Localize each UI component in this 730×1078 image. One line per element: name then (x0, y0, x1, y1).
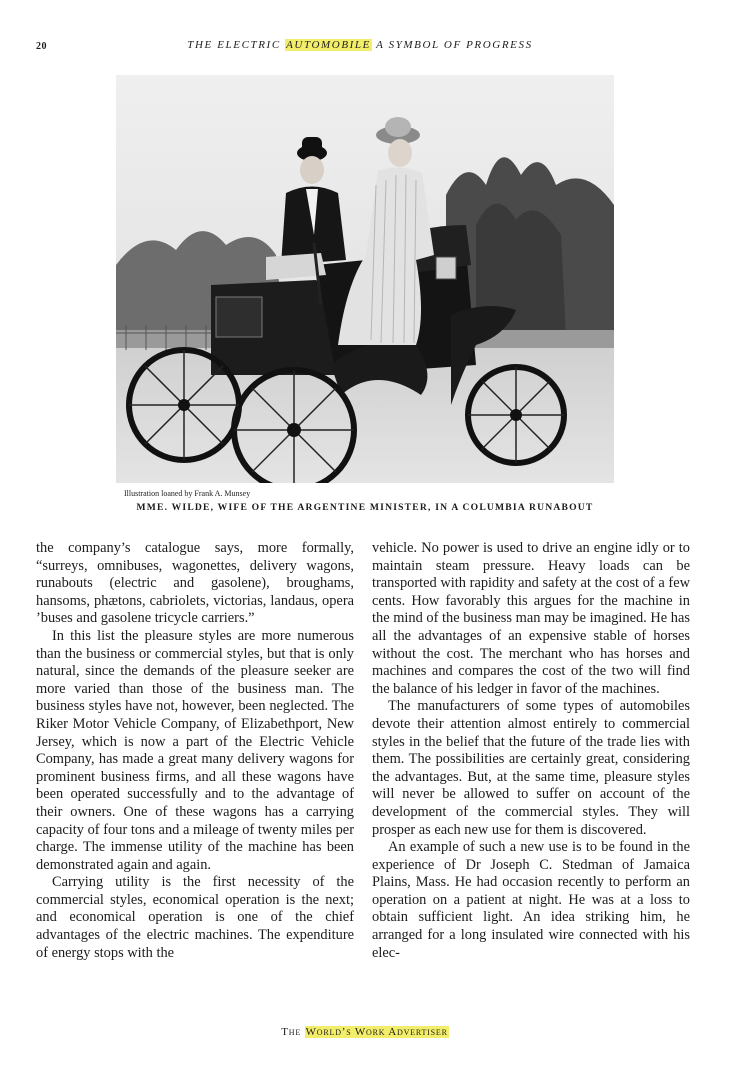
running-head-start: THE ELECTRIC (187, 39, 286, 51)
photograph (116, 75, 614, 483)
figure-caption: MME. WILDE, WIFE OF THE ARGENTINE MINISTER, IN A COLUMBIA RUNABOUT (136, 502, 594, 513)
paragraph: An example of such a new use is to be found in the experience of Dr Joseph C. Stedman of Jamaica Plains, Mass. He had occasion recently to perform an operation on a patient at night. He was at a loss to obtain sufficient light. An idea striking him, he arranged for a long insulated wire connected with his elec- (372, 839, 690, 961)
page-number: 20 (36, 41, 47, 52)
paragraph: the company’s catalogue says, more formally, “surreys, omnibuses, wagonettes, delivery wagons, runabouts (electric and gasolene), broughams, hansoms, phætons, cabriolets, victorias, landaus, opera ’buses and gasolene tricycle carriers.” (36, 540, 354, 627)
paragraph: In this list the pleasure styles are more numerous than the business or commercial styles, but that is only natural, since the demands of the pleasure seeker are more varied than those of the business man. The business styles have not, however, been neglected. The Riker Motor Vehicle Company, of Elizabethport, New Jersey, which is now a part of the Electric Vehicle Company, has made a great many delivery wagons for prominent business firms, and all these wagons have been operated successfully and to the advantage of their owners. One of these wagons has a carrying capacity of four tons and a mileage of twenty miles per charge. The immense utility of the machine has been demonstrated again and again. (36, 627, 354, 873)
footer-publication-title: World’s Work Advertiser (305, 1026, 448, 1038)
running-head-end: A SYMBOL OF PROGRESS (371, 39, 533, 51)
paragraph: Carrying utility is the first necessity of the commercial styles, economical operation is the next; and economical operation is one of the chief advantages of the electric machines. The expenditure of energy stops with the (36, 874, 354, 961)
left-column (36, 540, 354, 962)
footer (0, 1026, 730, 1038)
paragraph: The manufacturers of some types of automobiles devote their attention almost entirely to commercial styles in the belief that the future of the trade lies with them. The possibilities are certainly great, considering the advantages. But, at the same time, pleasure styles will never be allowed to suffer on account of the development of the commercial styles. They will prosper as each new use for them is discovered. (372, 698, 690, 838)
runabout-photo-image (116, 75, 614, 483)
illustration-credit: Illustration loaned by Frank A. Munsey (124, 489, 251, 498)
right-column (372, 540, 690, 962)
paragraph: vehicle. No power is used to drive an engine idly or to maintain steam pressure. Heavy loads can be transported with rapidity and safety at the cost of a few cents. How favorably this argues for the machine in the mind of the business man may be imagined. He has all the advantages of an expensive stable of horses without the cost. The merchant who has horses and machines and compares the cost of the two will find the balance of his ledger in favor of the machines. (372, 540, 690, 697)
highlighted-term: AUTOMOBILE (286, 39, 371, 51)
running-head (150, 39, 570, 51)
footer-prefix: The (281, 1026, 305, 1038)
